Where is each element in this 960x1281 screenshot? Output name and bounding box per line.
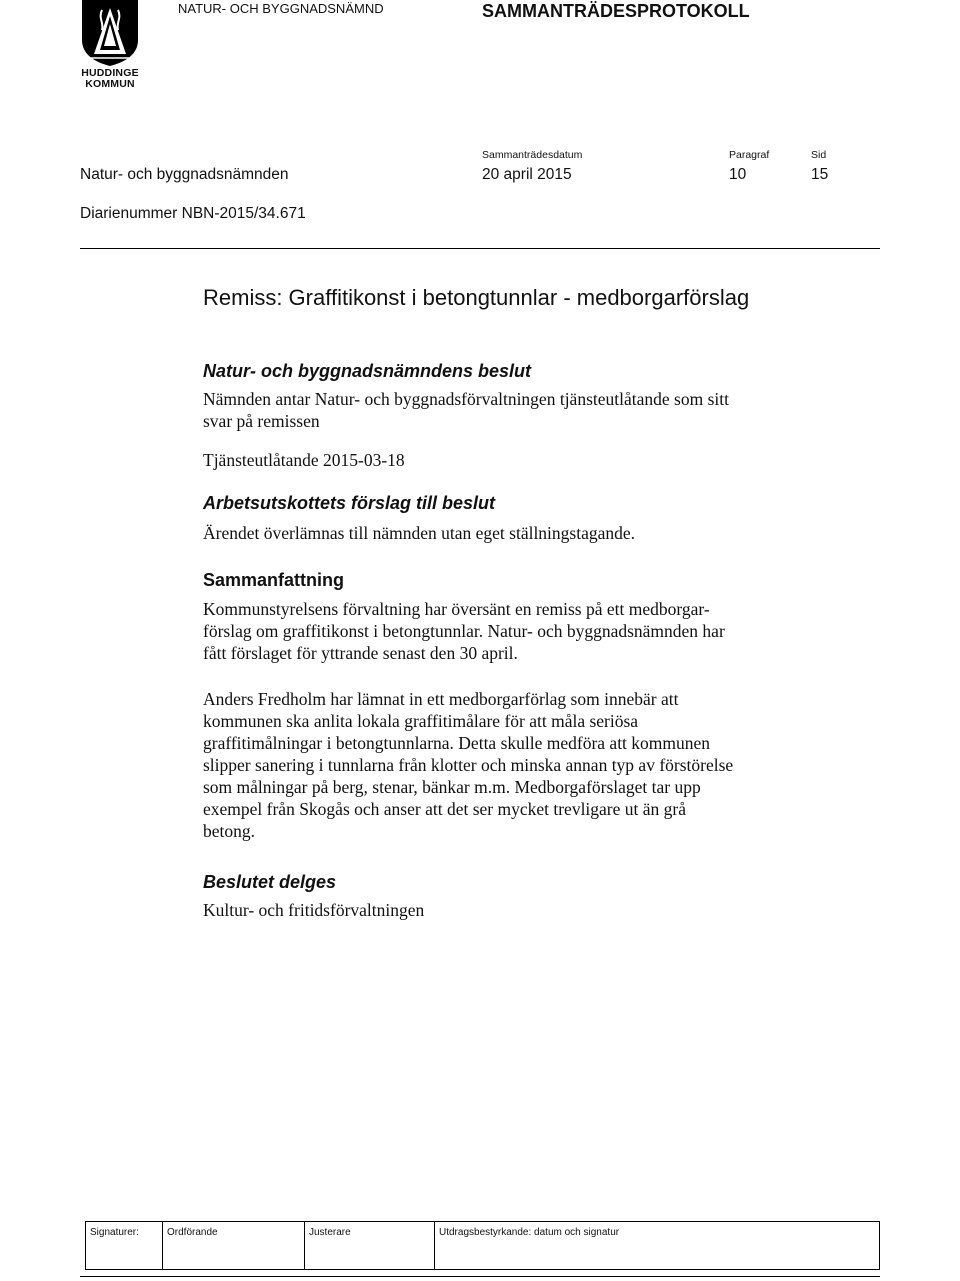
crest-icon bbox=[80, 0, 140, 66]
meeting-date: 20 april 2015 bbox=[482, 166, 572, 183]
reference-line: Tjänsteutlåtande 2015-03-18 bbox=[203, 450, 405, 470]
paragraph-number: 10 bbox=[729, 166, 747, 183]
summary-title: Sammanfattning bbox=[203, 570, 345, 590]
decision-line: Nämnden antar Natur- och byggnadsförvaltningen tjänsteutlåtande som sitt bbox=[203, 389, 729, 409]
body-line: betong. bbox=[203, 821, 256, 841]
paragraph-label: Paragraf bbox=[729, 149, 770, 161]
office-name: NATUR- OCH BYGGNADSNÄMND bbox=[178, 1, 384, 16]
footer-divider bbox=[80, 1276, 880, 1277]
header-divider bbox=[80, 248, 880, 249]
logo-caption bbox=[80, 68, 140, 90]
body-text bbox=[203, 688, 803, 842]
committee-name: Natur- och byggnadsnämnden bbox=[80, 166, 289, 183]
summary-line: fått förslaget för yttrande senast den 30 april. bbox=[203, 643, 518, 663]
body-line: exempel från Skogås och anser att det ser mycket trevligare ut än grå bbox=[203, 799, 687, 819]
summary-line: förslag om graffitikonst i betongtunnlar. Natur- och byggnadsnämnden har bbox=[203, 621, 725, 641]
page-label: Sid bbox=[811, 149, 827, 161]
body-line: graffitimålningar i betongtunnlarna. Detta skulle medföra att kommunen bbox=[203, 733, 711, 753]
decision-line: svar på remissen bbox=[203, 411, 320, 431]
decision-text bbox=[203, 388, 803, 432]
signature-label: Signaturer: bbox=[86, 1222, 163, 1269]
body-line: som målningar på berg, stenar, bänkar m.m. Medborgaförslaget tar upp bbox=[203, 777, 701, 797]
logo-text: HUDDINGE KOMMUN bbox=[81, 67, 139, 90]
summary-line: Kommunstyrelsens förvaltning har översänt en remiss på ett medborgar- bbox=[203, 599, 710, 619]
diary-number: Diarienummer NBN-2015/34.671 bbox=[80, 205, 306, 222]
signature-extract: Utdragsbestyrkande: datum och signatur bbox=[439, 1227, 620, 1238]
date-label: Sammanträdesdatum bbox=[482, 149, 583, 161]
decision-title: Natur- och byggnadsnämndens beslut bbox=[203, 361, 532, 381]
proposal-line: Ärendet överlämnas till nämnden utan eget ställningstagande. bbox=[203, 523, 636, 543]
body-line: kommunen ska anlita lokala graffitimålare för att måla seriösa bbox=[203, 711, 639, 731]
case-heading: Remiss: Graffitikonst i betongtunnlar - medborgarförslag bbox=[203, 285, 750, 310]
signature-table bbox=[85, 1221, 880, 1270]
proposal-title: Arbetsutskottets förslag till beslut bbox=[203, 493, 496, 513]
document-title: SAMMANTRÄDESPROTOKOLL bbox=[482, 1, 750, 21]
signature-adjuster: Justerare bbox=[305, 1222, 435, 1269]
summary-text bbox=[203, 598, 803, 664]
signature-chair: Ordförande bbox=[163, 1222, 305, 1269]
page-number: 15 bbox=[811, 166, 829, 183]
reference-text bbox=[203, 449, 803, 471]
proposal-text bbox=[203, 522, 803, 544]
delivered-text bbox=[203, 899, 803, 921]
body-line: Anders Fredholm har lämnat in ett medborgarförlag som innebär att bbox=[203, 689, 679, 709]
delivered-title: Beslutet delges bbox=[203, 872, 337, 892]
delivered-line: Kultur- och fritidsförvaltningen bbox=[203, 900, 425, 920]
body-line: slipper sanering i tunnlarna från klotter och minska annan typ av förstörelse bbox=[203, 755, 734, 775]
